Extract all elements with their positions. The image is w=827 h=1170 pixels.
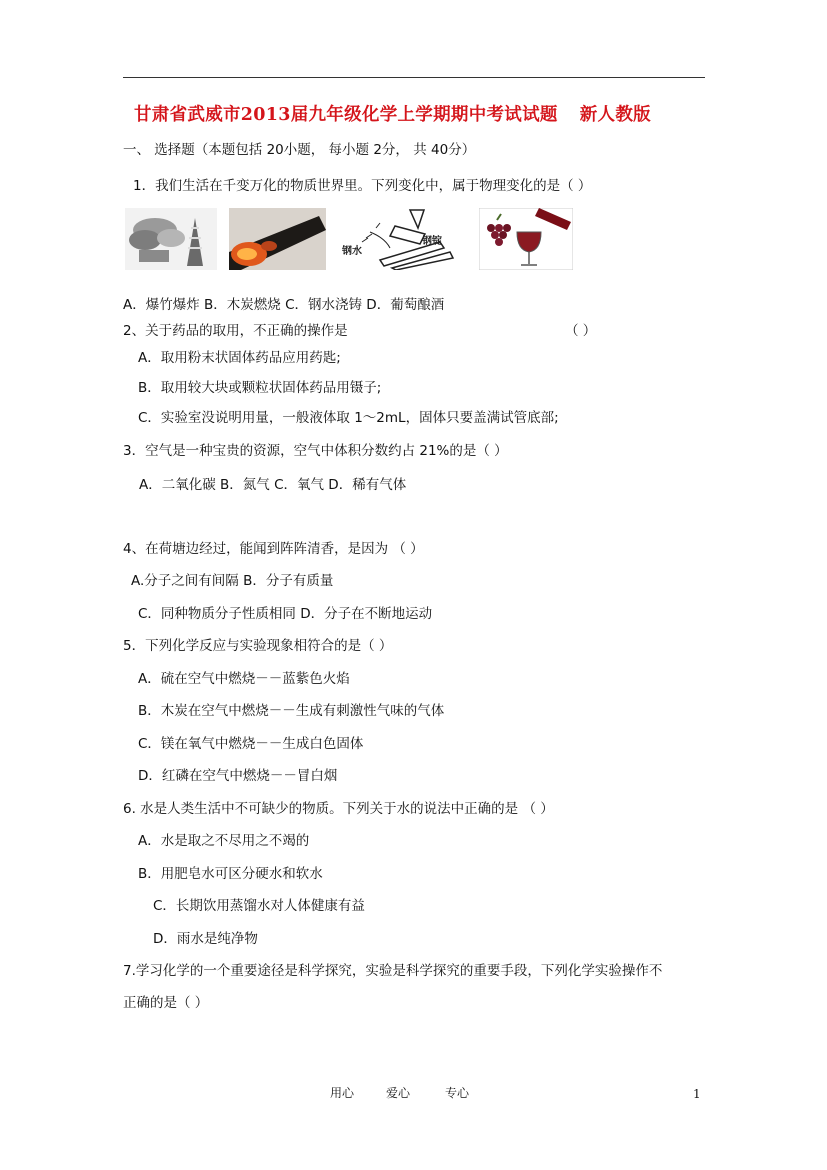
question-6-option-c: C．长期饮用蒸馏水对人体健康有益: [153, 898, 365, 914]
steel-casting-diagram: [340, 208, 467, 270]
question-6-stem: 6. 水是人类生活中不可缺少的物质。下列关于水的说法中正确的是 （ ）: [123, 801, 554, 817]
question-3-stem: 3．空气是一种宝贵的资源，空气中体积分数约占 21%的是（ ）: [123, 443, 508, 459]
header-rule: [123, 77, 705, 78]
question-5-stem: 5．下列化学反应与实验现象相符合的是（ ）: [123, 638, 393, 654]
question-6-option-b: B．用肥皂水可区分硬水和软水: [138, 866, 323, 882]
question-5-option-b: B．木炭在空气中燃烧－－生成有刺激性气味的气体: [138, 703, 445, 719]
question-1-options: A．爆竹爆炸 B．木炭燃烧 C．钢水浇铸 D．葡萄酿酒: [123, 297, 445, 313]
question-4-stem: 4、在荷塘边经过，能闻到阵阵清香，是因为 （ ）: [123, 541, 424, 557]
question-2-option-a: A．取用粉末状固体药品应用药匙;: [138, 350, 341, 366]
footer-item-3: 专心: [445, 1086, 470, 1100]
question-2-option-c: C．实验室没说明用量，一般液体取 1～2mL，固体只要盖满试管底部;: [138, 410, 559, 426]
section-heading: 一、 选择题（本题包括 20小题， 每小题 2分， 共 40分）: [123, 142, 476, 158]
steel-ingot-label: 钢锭: [422, 236, 442, 247]
question-5-option-a: A．硫在空气中燃烧－－蓝紫色火焰: [138, 671, 350, 687]
grape-wine-illustration: [479, 208, 573, 270]
question-2-paren: （ ）: [565, 323, 597, 339]
title-main: 甘肃省武威市2013届九年级化学上学期期中考试试题: [134, 105, 558, 125]
question-3-options: A．二氧化碳 B．氮气 C．氧气 D．稀有气体: [139, 477, 407, 493]
page-number: 1: [693, 1087, 701, 1101]
question-2-stem: 2、关于药品的取用，不正确的操作是: [123, 323, 348, 339]
steel-water-label: 钢水: [342, 246, 362, 257]
question-6-option-a: A．水是取之不尽用之不竭的: [138, 833, 310, 849]
title-edition: 新人教版: [579, 105, 651, 125]
footer-item-1: 用心: [330, 1086, 355, 1100]
question-4-options-cd: C．同种物质分子性质相同 D．分子在不断地运动: [138, 606, 433, 622]
question-6-option-d: D．雨水是纯净物: [153, 931, 258, 947]
question-4-options-ab: A.分子之间有间隔 B．分子有质量: [131, 573, 334, 589]
question-1-stem: 1．我们生活在千变万化的物质世界里。下列变化中，属于物理变化的是（ ）: [133, 178, 592, 194]
question-2-option-b: B．取用较大块或颗粒状固体药品用镊子;: [138, 380, 382, 396]
footer-item-2: 爱心: [386, 1086, 411, 1100]
charcoal-burning-photo: [229, 208, 326, 270]
question-7-stem-line-1: 7.学习化学的一个重要途径是科学探究，实验是科学探究的重要手段，下列化学实验操作不: [123, 963, 663, 979]
page-title: [134, 101, 651, 126]
firecracker-illustration: [125, 208, 217, 270]
question-7-stem-line-2: 正确的是（ ）: [123, 995, 209, 1011]
question-5-option-c: C．镁在氧气中燃烧－－生成白色固体: [138, 736, 364, 752]
question-5-option-d: D．红磷在空气中燃烧－－冒白烟: [138, 768, 338, 784]
